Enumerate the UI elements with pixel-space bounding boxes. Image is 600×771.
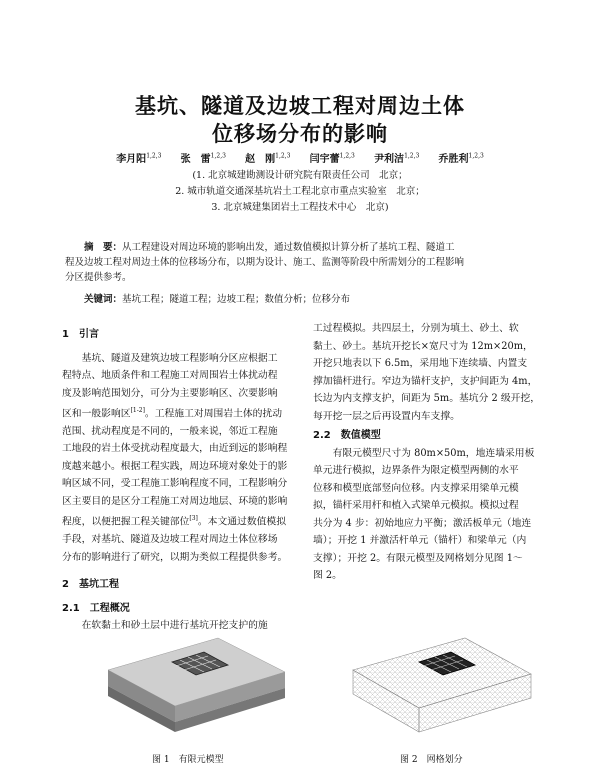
body-line: 区和一般影响区[1-2]。工程施工对周围岩土体的扰动	[62, 407, 283, 420]
keywords: 关键词：基坑工程；隧道工程；边坡工程；数值分析；位移分布	[84, 294, 351, 305]
abstract: 摘 要：从工程建设对周边环境的影响出发，通过数值模拟计算分析了基坑工程、隧道工 程及边坡工程对周边土体的位移场分布，以期为设计、施工、监测等阶段中所需划分的工程影响 分区提供参考。	[65, 242, 465, 283]
fe-model-figure	[100, 610, 290, 735]
body-line: 度及影响范围划分，可分为主要影响区、次要影响	[62, 387, 278, 399]
body-line: 工过程模拟。共四层土，分别为填土、砂土、软	[313, 323, 519, 334]
body-line: 黏土、砂土。基坑开挖长×宽尺寸为 12m×20m，	[313, 340, 533, 352]
body-line: 在软黏土和砂土层中进行基坑开挖支护的施	[81, 620, 268, 632]
section-2-1-heading: 2.1 工程概况	[62, 602, 130, 614]
body-line: 共分为 4 步：初始地应力平衡；激活板单元（地连	[313, 517, 532, 529]
body-line: 度越来越小。根据工程实践，周边环境对象处于的影	[62, 460, 288, 472]
author: 张 雷$^{1,2,3}$	[180, 152, 226, 165]
body-line: 图 2。	[313, 570, 342, 581]
body-line: 每开挖一层之后再设置内车支撑。	[313, 410, 460, 422]
body-line: 拟，锚杆采用杆和植入式梁单元模拟。模拟过程	[313, 500, 519, 511]
body-line: 支撑）；开挖 2。有限元模型及网格划分见图 1～	[313, 552, 523, 564]
right-column	[313, 320, 549, 585]
author: 李月阳$^{1,2,3}$	[116, 152, 162, 165]
author: 尹利洁$^{1,2,3}$	[374, 152, 420, 165]
author-list	[40, 150, 560, 165]
body-line: 有限元模型尺寸为 80m×50m，地连墙采用板	[332, 447, 535, 459]
paper-title-line2: 位移场分布的影响	[212, 121, 388, 146]
body-line: 程度，以便把握工程关键部位[3]。本文通过数值模拟	[62, 515, 287, 528]
author: 赵 刚$^{1,2,3}$	[245, 152, 291, 165]
body-line: 范围、扰动程度是不同的，一般来说，邻近工程施	[62, 425, 278, 437]
body-line: 长边为内支撑支护，间距为 5m。基坑分 2 级开挖，	[313, 393, 541, 404]
left-column	[62, 322, 298, 635]
body-line: 墙）；开挖 1 并激活杆单元（锚杆）和梁单元（内	[313, 535, 527, 546]
body-line: 手段，对基坑、隧道及边坡工程对周边土体位移场	[62, 534, 278, 546]
mesh-figure	[345, 612, 535, 737]
citation: [1-2]	[130, 407, 145, 414]
citation: [3]	[189, 515, 198, 523]
affiliation: 2. 城市轨道交通深基坑岩土工程北京市重点实验室 北京；	[175, 186, 425, 197]
author: 闫宇蕾$^{1,2,3}$	[309, 152, 355, 165]
body-line: 开挖只地表以下 6.5m，采用地下连续墙、内置支	[313, 358, 528, 369]
section-1-heading: 1 引言	[62, 329, 99, 340]
section-2-2-heading: 2.2 数值模型	[313, 430, 381, 441]
body-line: 撑加锚杆进行。窄边为锚杆支护，支护间距为 4m，	[313, 375, 538, 387]
paper-title-line1: 基坑、隧道及边坡工程对周边土体	[135, 93, 465, 118]
abstract-label: 摘 要：	[84, 242, 123, 253]
body-line: 程特点、地质条件和工程施工对周围岩土体扰动程	[62, 370, 278, 381]
affiliation: 3. 北京城建集团岩土工程技术中心 北京)	[211, 202, 389, 213]
figure-1-caption: 图 1 有限元模型	[152, 755, 224, 765]
body-line: 响区域不同，受工程施工影响程度不同，工程影响分	[62, 478, 288, 490]
body-line: 分布的影响进行了研究，以期为类似工程提供参考。	[62, 551, 288, 563]
body-line: 工地段的岩土体受扰动程度最大，由近到远的影响程	[62, 443, 288, 455]
keywords-label: 关键词：	[84, 294, 123, 305]
body-line: 基坑、隧道及建筑边坡工程影响分区应根据工	[81, 352, 278, 364]
body-line: 位移和模型底部竖向位移。内支撑采用梁单元模	[313, 482, 519, 494]
body-line: 单元进行模拟，边界条件为限定模型两侧的水平	[313, 465, 519, 476]
affiliation: (1. 北京城建勘测设计研究院有限责任公司 北京；	[192, 170, 408, 181]
author: 乔胜利$^{1,2,3}$	[438, 152, 484, 165]
body-line: 区主要目的是区分工程施工对周边地层、环境的影响	[62, 495, 288, 507]
figure-2-caption: 图 2 网格划分	[400, 755, 463, 765]
section-2-heading: 2 基坑工程	[62, 579, 119, 591]
